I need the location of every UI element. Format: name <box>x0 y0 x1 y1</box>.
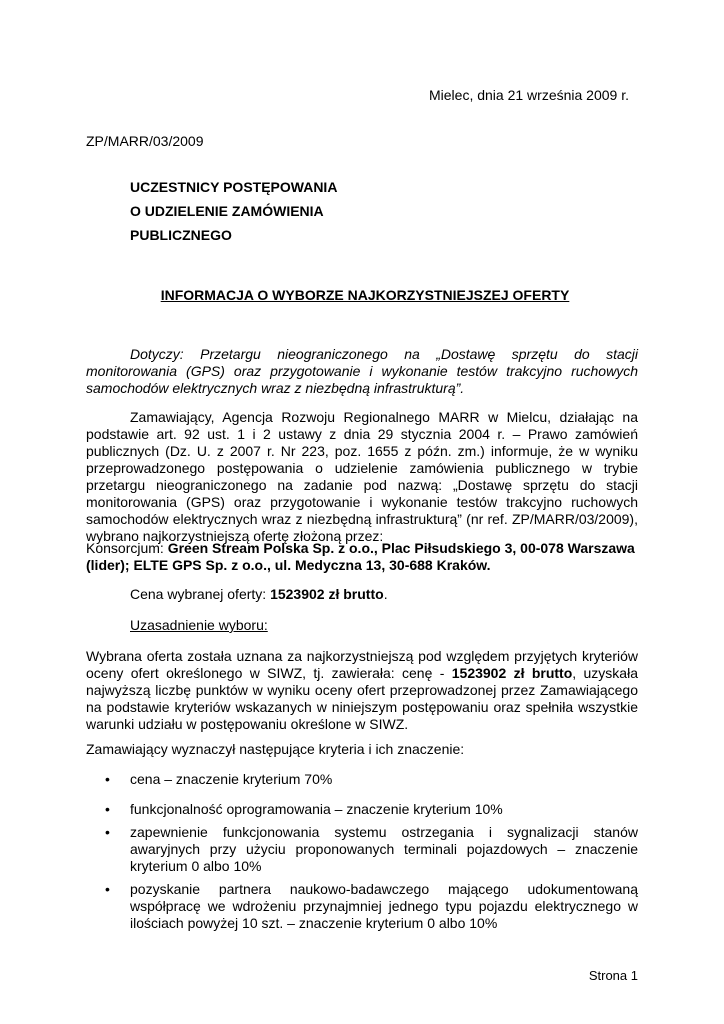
subject-paragraph: Dotyczy: Przetargu nieograniczonego na „Dostawę sprzętu do stacji monitorowania (GPS) oraz przygotowanie i wykonanie testów trakcyjno ruchowych samochodów elektrycznych wraz z niezbędną infrastrukturą”. <box>86 346 638 396</box>
price-label: Cena wybranej oferty: <box>130 586 271 602</box>
addressee-line: PUBLICZNEGO <box>130 227 232 243</box>
reference-number: ZP/MARR/03/2009 <box>86 133 204 149</box>
page-number: Strona 1 <box>588 968 638 983</box>
criteria-intro: Zamawiający wyznaczył następujące kryteria i ich znaczenie: <box>86 741 465 757</box>
addressee-line: O UDZIELENIE ZAMÓWIENIA <box>130 203 324 219</box>
criterion-text: cena – znaczenie kryterium 70% <box>130 771 333 787</box>
justification-text: , uzyskała najwyższą liczbę punktów w wyniku oceny ofert przeprowadzonej przez Zamawiającego na podstawie kryteriów wskazanych w niniejszym postępowaniu oraz spełniła wszystkie warunki udziału w postępowaniu określone w SIWZ. <box>86 665 638 732</box>
list-item <box>86 801 638 818</box>
place-date: Mielec, dnia 21 września 2009 r. <box>429 87 629 103</box>
justification-paragraph <box>86 648 638 733</box>
justification-price: 1523902 zł brutto <box>451 665 573 681</box>
addressee-line: UCZESTNICY POSTĘPOWANIA <box>130 179 338 195</box>
bullet-icon: • <box>105 881 110 897</box>
price-value: 1523902 zł brutto <box>270 586 384 602</box>
bullet-icon: • <box>105 771 110 787</box>
bullet-icon: • <box>105 801 110 817</box>
criterion-text: pozyskanie partnera naukowo-badawczego mającego udokumentowaną współpracę we wdrożeniu przynajmniej jednego typu pojazdu elektrycznego w ilościach powyżej 10 szt. – znaczenie kryterium 0 albo 10% <box>130 881 638 931</box>
consortium-paragraph <box>86 540 638 574</box>
main-paragraph: Zamawiający, Agencja Rozwoju Regionalnego MARR w Mielcu, działając na podstawie art. 92 ust. 1 i 2 ustawy z dnia 29 stycznia 2004 r. – Prawo zamówień publicznych (Dz. U. z 2007 r. Nr 223, poz. 1655 z późn. zm.) informuje, że w wyniku przeprowadzonego postępowania o udzielenie zamówienia publicznego w trybie przetargu nieograniczonego na zadanie pod nazwą: „Dostawę sprzętu do stacji monitorowania (GPS) oraz przygotowanie i wykonanie testów trakcyjno ruchowych samochodów elektrycznych wraz z niezbędną infrastrukturą” (nr ref. ZP/MARR/03/2009), wybrano najkorzystniejszą ofertę złożoną przez: <box>86 409 638 544</box>
criterion-text: zapewnienie funkcjonowania systemu ostrzegania i sygnalizacji stanów awaryjnych przy użyciu proponowanych terminali pojazdowych – znaczenie kryterium 0 albo 10% <box>130 824 638 874</box>
list-item <box>86 771 638 788</box>
bullet-icon: • <box>105 824 110 840</box>
justification-heading: Uzasadnienie wyboru: <box>130 617 268 633</box>
price-suffix: . <box>383 586 388 602</box>
price-line <box>130 586 388 603</box>
addressee-block <box>130 179 337 251</box>
justification-text: Wybrana oferta została uznana za najkorzystniejszą pod względem przyjętych kryteriów oceny ofert określonego w SIWZ, tj. zawierała: cenę - <box>86 648 638 681</box>
list-item <box>86 824 638 875</box>
consortium-value: Green Stream Polska Sp. z o.o., Plac Piłsudskiego 3, 00-078 Warszawa (lider); ELTE GPS Sp. z o.o., ul. Medyczna 13, 30-688 Kraków. <box>86 540 635 573</box>
consortium-label: Konsorcjum: <box>86 540 168 556</box>
criteria-list <box>86 771 638 932</box>
list-item <box>86 881 638 932</box>
criterion-text: funkcjonalność oprogramowania – znaczenie kryterium 10% <box>130 801 503 817</box>
document-title: INFORMACJA O WYBORZE NAJKORZYSTNIEJSZEJ OFERTY <box>160 287 570 303</box>
